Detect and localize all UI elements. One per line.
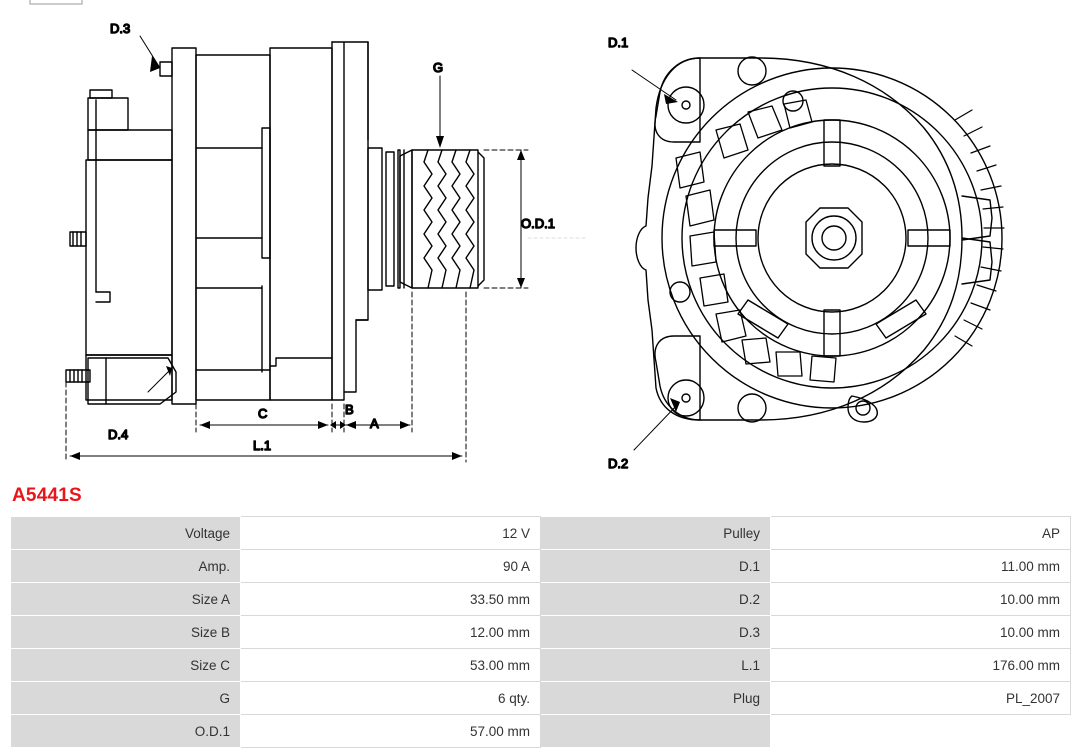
table-row	[11, 616, 1071, 649]
label-od1: O.D.1	[521, 216, 555, 231]
side-view-body	[66, 42, 484, 404]
spec-value-size-a: 33.50 mm	[241, 583, 541, 616]
spec-label-l1: L.1	[541, 649, 771, 682]
spec-label-size-a: Size A	[11, 583, 241, 616]
spec-label-size-c: Size C	[11, 649, 241, 682]
spec-label-d2: D.2	[541, 583, 771, 616]
spec-value-od1: 57.00 mm	[241, 715, 541, 748]
label-b: B	[345, 402, 354, 417]
front-view-body	[636, 57, 1004, 422]
spec-label-voltage: Voltage	[11, 517, 241, 550]
spec-label-pulley: Pulley	[541, 517, 771, 550]
table-row	[11, 715, 1071, 748]
spec-label-plug: Plug	[541, 682, 771, 715]
label-l1: L.1	[253, 438, 272, 453]
spec-value-amp: 90 A	[241, 550, 541, 583]
spec-value-size-b: 12.00 mm	[241, 616, 541, 649]
spec-label-d3: D.3	[541, 616, 771, 649]
label-d3: D.3	[110, 21, 131, 36]
table-row	[11, 682, 1071, 715]
spec-value-d3: 10.00 mm	[771, 616, 1071, 649]
spec-value-plug: PL_2007	[771, 682, 1071, 715]
table-row	[11, 649, 1071, 682]
label-d4: D.4	[108, 427, 129, 442]
spec-value-l1: 176.00 mm	[771, 649, 1071, 682]
label-d1: D.1	[608, 35, 629, 50]
specification-table	[10, 516, 1071, 748]
spec-label-size-b: Size B	[11, 616, 241, 649]
spec-value-empty	[771, 715, 1071, 748]
spec-value-pulley: AP	[771, 517, 1071, 550]
spec-label-empty	[541, 715, 771, 748]
spec-value-voltage: 12 V	[241, 517, 541, 550]
spec-label-amp: Amp.	[11, 550, 241, 583]
spec-value-g: 6 qty.	[241, 682, 541, 715]
label-c: C	[258, 406, 268, 421]
label-g: G	[433, 60, 444, 75]
spec-label-od1: O.D.1	[11, 715, 241, 748]
spec-value-d1: 11.00 mm	[771, 550, 1071, 583]
part-number: A5441S	[12, 485, 82, 506]
spec-value-size-c: 53.00 mm	[241, 649, 541, 682]
table-row	[11, 550, 1071, 583]
spec-label-g: G	[11, 682, 241, 715]
table-row	[11, 583, 1071, 616]
spec-label-d1: D.1	[541, 550, 771, 583]
label-d2: D.2	[608, 456, 629, 471]
table-row	[11, 517, 1071, 550]
label-a: A	[370, 416, 379, 431]
spec-value-d2: 10.00 mm	[771, 583, 1071, 616]
